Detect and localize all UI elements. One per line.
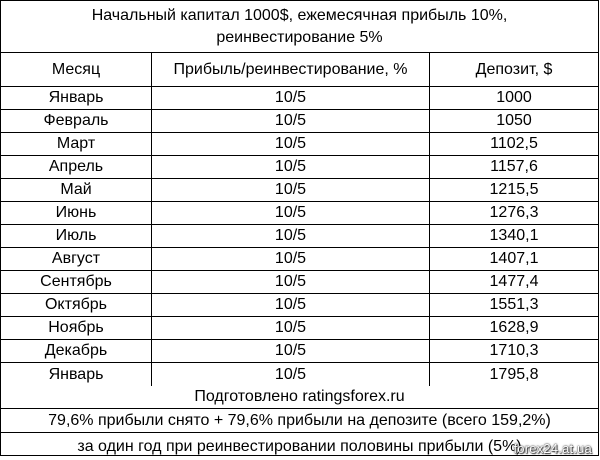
table-row — [1, 271, 598, 294]
deposit-cell: 1551,3 — [489, 296, 539, 313]
month-cell: Апрель — [1, 156, 152, 178]
table-row — [1, 87, 598, 110]
month-cell: Март — [1, 133, 152, 155]
table-row — [1, 317, 598, 340]
month-cell: Август — [1, 248, 152, 270]
summary-text-2: за один год при реинвестировании половины прибыли (5%) — [77, 437, 522, 455]
table-body — [1, 87, 598, 386]
profit-reinvest-cell: 10/5 — [152, 340, 430, 362]
table-row — [1, 225, 598, 248]
profit-reinvest-cell: 10/5 — [152, 225, 430, 247]
month-cell: Декабрь — [1, 340, 152, 362]
table-row — [1, 179, 598, 202]
table-row — [1, 202, 598, 225]
month-cell: Февраль — [1, 110, 152, 132]
month-cell: Июль — [1, 225, 152, 247]
profit-reinvest-cell: 10/5 — [152, 363, 430, 386]
deposit-cell: 1795,8 — [489, 365, 539, 383]
profit-reinvest-cell: 10/5 — [152, 317, 430, 339]
summary-row-2 — [1, 433, 598, 460]
profit-reinvest-cell: 10/5 — [152, 156, 430, 178]
title-line-2: реинвестирование 5% — [216, 28, 383, 46]
deposit-cell: 1477,4 — [489, 273, 539, 290]
month-cell: Январь — [1, 87, 152, 109]
month-cell: Ноябрь — [1, 317, 152, 339]
month-cell: Май — [1, 179, 152, 201]
profit-reinvest-cell: 10/5 — [152, 110, 430, 132]
title-line-1: Начальный капитал 1000$, ежемесячная прибыль 10%, — [91, 6, 508, 24]
summary-text-1: 79,6% прибыли снято + 79,6% прибыли на депозите (всего 159,2%) — [48, 411, 551, 429]
deposit-cell: 1050 — [496, 112, 532, 129]
deposit-cell: 1215,5 — [489, 181, 539, 198]
deposit-cell: 1157,6 — [490, 158, 538, 175]
deposit-cell: 1000 — [496, 89, 532, 106]
profit-reinvest-cell: 10/5 — [152, 179, 430, 201]
profit-reinvest-cell: 10/5 — [152, 271, 430, 293]
header-row — [1, 53, 598, 87]
month-cell: Октябрь — [1, 294, 152, 316]
table-row — [1, 133, 598, 156]
summary-row-1 — [1, 409, 598, 433]
watermark: forex24.at.ua — [513, 441, 592, 456]
profit-reinvest-cell: 10/5 — [152, 133, 430, 155]
deposit-cell: 1102,5 — [490, 135, 538, 152]
table-title — [1, 1, 598, 53]
table-row — [1, 248, 598, 271]
month-cell: Январь — [1, 363, 152, 386]
table-row — [1, 110, 598, 133]
prepared-row — [1, 386, 598, 409]
profit-reinvest-cell: 10/5 — [152, 294, 430, 316]
table-row — [1, 156, 598, 179]
header-deposit: Депозит, $ — [475, 60, 553, 78]
header-profit-reinvest: Прибыль/реинвестирование, % — [152, 53, 430, 86]
month-cell: Июнь — [1, 202, 152, 224]
header-month: Месяц — [1, 53, 152, 86]
prepared-text: Подготовлено ratingsforex.ru — [194, 388, 405, 405]
profit-reinvest-cell: 10/5 — [152, 248, 430, 270]
profit-reinvest-cell: 10/5 — [152, 202, 430, 224]
deposit-cell: 1710,3 — [489, 342, 539, 359]
table-row — [1, 363, 598, 386]
deposit-cell: 1340,1 — [489, 227, 539, 244]
month-cell: Сентябрь — [1, 271, 152, 293]
table-row — [1, 340, 598, 363]
profit-reinvest-cell: 10/5 — [152, 87, 430, 109]
deposit-cell: 1407,1 — [489, 250, 539, 267]
deposit-cell: 1276,3 — [489, 204, 539, 221]
deposit-cell: 1628,9 — [489, 319, 539, 336]
table-row — [1, 294, 598, 317]
